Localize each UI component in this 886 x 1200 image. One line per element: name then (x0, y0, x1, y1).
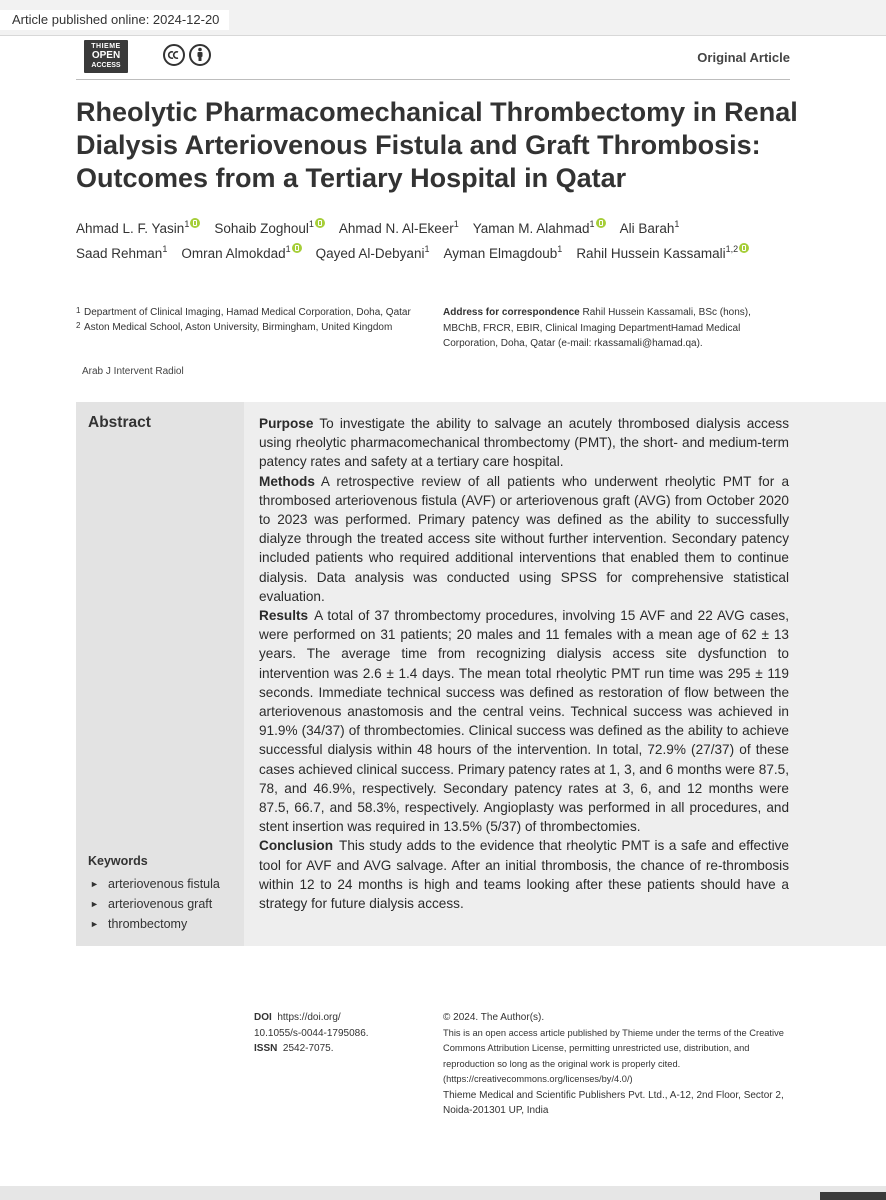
logo-line-3: ACCESS (91, 62, 121, 69)
issn-line (254, 1041, 369, 1057)
publisher-address: Thieme Medical and Scientific Publishers Pvt. Ltd., A-12, 2nd Floor, Sector 2, Noida-201301 UP, India (443, 1089, 784, 1116)
license-text: This is an open access article published by Thieme under the terms of the Creative Commons Attribution License, permitting unrestricted use, distribution, and reproduction so long as the original work is properly cited. (https://creativecommons.org/licenses/by/4.0/) (443, 1027, 784, 1084)
author-list (76, 214, 796, 264)
keyword-item: ► arteriovenous fistula (90, 874, 220, 894)
author (443, 239, 562, 264)
abstract-box (76, 402, 886, 946)
correspondence-text: Rahil Hussein Kassamali, BSc (hons), MBChB, FRCR, EBIR, Clinical Imaging DepartmentHamad Medical Corporation, Doha, Qatar (e-mail: rkassamali@hamad.qa). (443, 307, 751, 349)
author-affiliation-sup: 1 (162, 244, 168, 254)
license-block (443, 1010, 788, 1119)
copyright-notice: © 2024. The Author(s). (443, 1012, 545, 1023)
orcid-icon[interactable] (315, 218, 325, 228)
page-corner-block (820, 1192, 886, 1200)
author-affiliation-sup: 1 (674, 219, 680, 229)
keyword-list (90, 874, 220, 934)
author-name: Ahmad N. Al-Ekeer (338, 221, 454, 236)
publication-banner (0, 0, 886, 36)
orcid-icon[interactable] (739, 243, 749, 253)
author-affiliation-sup: 1 (184, 219, 190, 229)
section-label: Conclusion (259, 838, 334, 854)
orcid-icon[interactable] (292, 243, 302, 253)
author-name: Ayman Elmagdoub (443, 246, 558, 261)
author-affiliation-sup: 1 (285, 244, 291, 254)
author-name: Sohaib Zoghoul (214, 221, 309, 236)
author-name: Rahil Hussein Kassamali (576, 246, 726, 261)
abstract-methods (259, 472, 789, 606)
logo-line-1: THIEME (91, 43, 121, 50)
doi-block (254, 1010, 369, 1057)
author (316, 239, 430, 264)
keyword-item: ► arteriovenous graft (90, 894, 220, 914)
abstract-sidebar (76, 402, 244, 946)
abstract-conclusion (259, 836, 789, 913)
affiliation-text: Aston Medical School, Aston University, Birmingham, United Kingdom (84, 322, 393, 333)
abstract-results (259, 606, 789, 836)
banner-divider (0, 35, 886, 36)
correspondence-address (443, 305, 788, 352)
author (76, 239, 167, 264)
orcid-icon[interactable] (190, 218, 200, 228)
author-affiliation-sup: 1 (453, 219, 459, 229)
author (339, 214, 459, 239)
affiliation-text: Department of Clinical Imaging, Hamad Medical Corporation, Doha, Qatar (84, 307, 411, 318)
doi-value: 10.1055/s-0044-1795086. (254, 1027, 369, 1039)
author (214, 214, 325, 239)
doi-link[interactable]: https://doi.org/ (277, 1012, 341, 1023)
published-date: Article published online: 2024-12-20 (0, 10, 229, 30)
logo-line-2: OPEN (91, 50, 121, 61)
attribution-icon (190, 45, 210, 65)
thieme-open-access-logo (84, 40, 128, 73)
abstract-body (259, 414, 789, 913)
author (181, 239, 301, 264)
page-bottom-strip (0, 1186, 886, 1200)
author-name: Saad Rehman (76, 246, 163, 261)
section-label: Methods (259, 473, 315, 489)
affiliation-2 (76, 320, 416, 335)
section-text: A total of 37 thrombectomy procedures, involving 15 AVF and 22 AVG cases, were performed on 31 patients; 20 males and 11 females with a mean age of 62 ± 13 years. The average time from recognizing dialysis access site dysfunction to intervention was 2.6 ± 1.4 days. The mean total rheolytic PMT run time was 295 ± 119 seconds. Immediate technical success was defined as restoration of flow between the arteriovenous anastomosis and the central veins. Technical success was achieved in 91.9% (34/37) of thrombectomies. Clinical success was defined as the ability to achieve successful dialysis within 48 hours of the intervention. In total, 72.9% (27/37) of these cases achieved clinical success. Primary patency rates at 1, 3, and 6 months were 87.5, 78, and 46.9%, respectively. Secondary patency rates at 3, 6, and 12 months were 87.5, 66.7, and 58.3%, respectively. Angioplasty was performed in all procedures, and stent insertion was required in 13.5% (5/37) of thrombectomies. (259, 608, 789, 835)
author (576, 239, 749, 264)
article-title: Rheolytic Pharmacomechanical Thrombectomy in Renal Dialysis Arteriovenous Fistula and Graft Thrombosis: Outcomes from a Tertiary Hospital in Qatar (76, 97, 798, 193)
orcid-icon[interactable] (596, 218, 606, 228)
author-name: Ahmad L. F. Yasin (76, 221, 185, 236)
doi-line (254, 1010, 369, 1026)
author-affiliation-sup: 1 (589, 219, 595, 229)
author-name: Ali Barah (619, 221, 675, 236)
header-divider (76, 79, 790, 80)
keywords-heading: Keywords (88, 854, 148, 868)
author-affiliation-sup: 1 (308, 219, 314, 229)
affiliation-number: 2 (76, 321, 81, 330)
section-label: Results (259, 608, 309, 624)
article-type-label: Original Article (697, 50, 790, 65)
author-affiliation-sup: 1 (424, 244, 430, 254)
affiliations (76, 305, 416, 335)
section-label: Purpose (259, 416, 314, 431)
issn-label: ISSN (254, 1043, 278, 1054)
affiliation-number: 1 (76, 306, 81, 315)
section-text: A retrospective review of all patients who underwent rheolytic PMT for a thrombosed arteriovenous fistula (AVF) or arteriovenous graft (AVG) from October 2020 to 2023 was performed. Primary patency was defined as the ability to successfully dialyze through the treated access site without further intervention. Secondary patency included patients who required additional interventions that enabled them to continue dialysis. Data analysis was conducted using SPSS for comprehensive statistical evaluation. (259, 473, 789, 604)
issn-value: 2542-7075. (282, 1043, 334, 1054)
author (76, 214, 200, 239)
author-name: Yaman M. Alahmad (472, 221, 590, 236)
author (473, 214, 606, 239)
cc-by-license-icons (162, 42, 214, 68)
author-name: Qayed Al-Debyani (315, 246, 425, 261)
author-affiliation-sup: 1 (557, 244, 563, 254)
section-text: To investigate the ability to salvage an acutely thrombosed dialysis access using rheolytic pharmacomechanical thrombectomy (PMT), the short- and medium-term patency rates and safety at a tertiary care hospital. (259, 416, 789, 470)
journal-name: Arab J Intervent Radiol (82, 366, 184, 377)
correspondence-label: Address for correspondence (443, 307, 580, 318)
keyword-item: ► thrombectomy (90, 914, 220, 934)
doi-label: DOI (254, 1012, 272, 1023)
section-text: This study adds to the evidence that rheolytic PMT is a safe and effective tool for AVF and AVG salvage. After an initial thrombosis, the chance of re-thrombosis within 12 to 24 months is high and teams looking after these patients should have a strategy for future dialysis access. (259, 838, 789, 912)
affiliation-1 (76, 305, 416, 320)
creative-commons-icon (164, 45, 184, 65)
author-name: Omran Almokdad (181, 246, 286, 261)
abstract-purpose (259, 414, 789, 472)
abstract-heading: Abstract (88, 414, 151, 431)
author-affiliation-sup: 1,2 (725, 244, 739, 254)
author (620, 214, 680, 239)
